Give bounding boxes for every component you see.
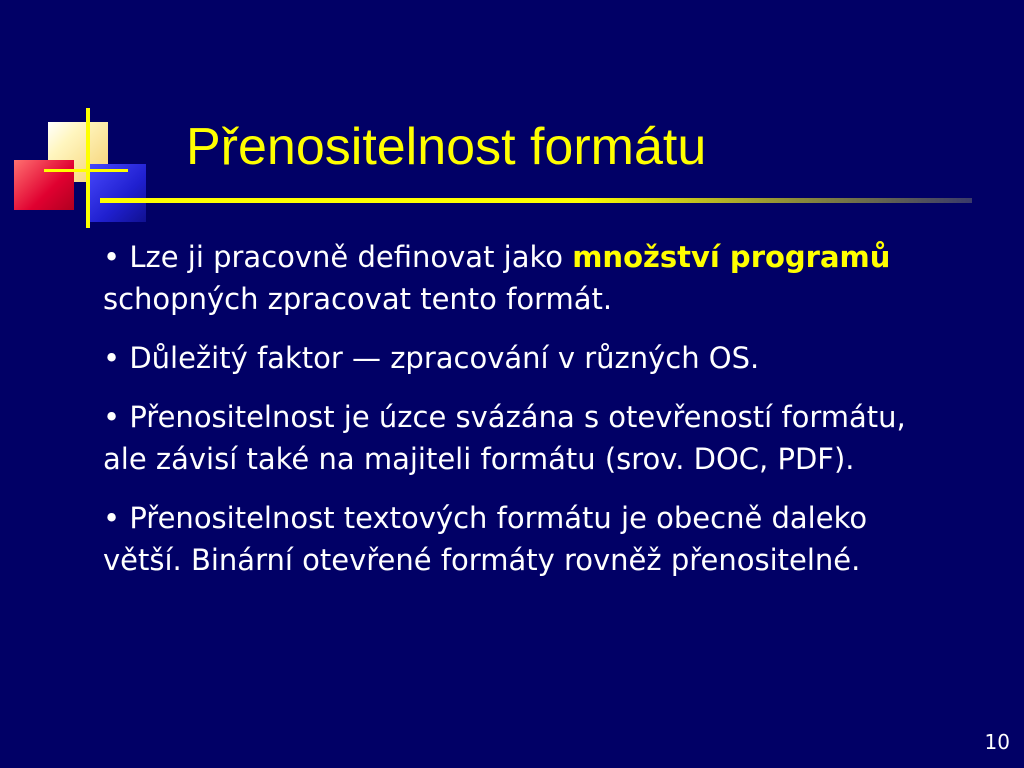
bullet-text: Lze ji pracovně definovat jako: [120, 240, 573, 274]
bullet-text: Důležitý faktor — zpracování v různých OS.: [120, 341, 760, 375]
bullet-marker: •: [103, 341, 121, 375]
bullet-item-3: [103, 396, 933, 480]
bullet-text: Přenositelnost je úzce svázána s otevřeností formátu, ale závisí také na majiteli formátu (srov. DOC, PDF).: [103, 400, 906, 476]
bullet-text: schopných zpracovat tento formát.: [103, 282, 613, 316]
bullet-list: [103, 236, 933, 598]
logo-vertical-line: [86, 108, 90, 228]
bullet-emphasis: množství programů: [572, 240, 891, 274]
slide-title: Přenositelnost formátu: [186, 118, 707, 176]
bullet-marker: •: [103, 400, 121, 434]
bullet-item-4: [103, 497, 933, 581]
red-square: [14, 160, 74, 210]
bullet-marker: •: [103, 240, 121, 274]
bullet-marker: •: [103, 501, 121, 535]
decorative-squares-logo: [0, 0, 160, 240]
bullet-item-2: [103, 337, 933, 379]
title-underline: [100, 198, 972, 203]
bullet-text: Přenositelnost textových formátu je obecně daleko větší. Binární otevřené formáty rovněž přenositelné.: [103, 501, 868, 577]
bullet-item-1: [103, 236, 933, 320]
page-number: 10: [984, 730, 1010, 754]
blue-square: [86, 164, 146, 222]
